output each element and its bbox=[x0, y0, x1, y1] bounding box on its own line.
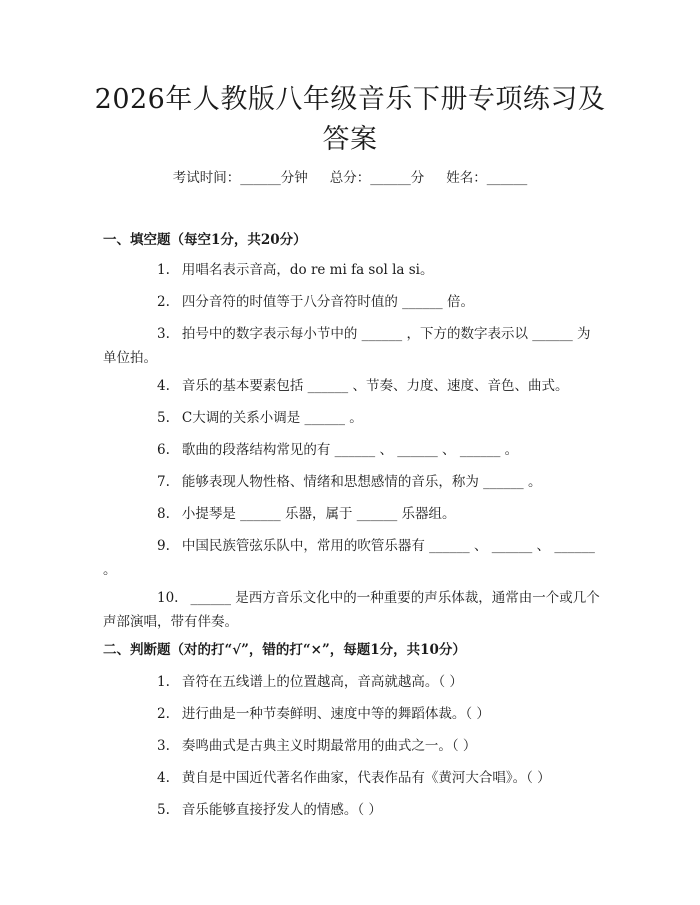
question-text: 音乐能够直接抒发人的情感。（ ） bbox=[181, 802, 382, 818]
question-item bbox=[103, 798, 600, 822]
question-item bbox=[103, 290, 600, 314]
question-number: 3. bbox=[157, 326, 170, 342]
question-text: 音符在五线谱上的位置越高，音高就越高。（ ） bbox=[181, 674, 463, 690]
question-number: 5. bbox=[157, 802, 170, 818]
question-text: 四分音符的时值等于八分音符时值的 ______ 倍。 bbox=[181, 294, 474, 310]
page-title: 2026年人教版八年级音乐下册专项练习及答案 bbox=[94, 84, 606, 155]
question-text: 歌曲的段落结构常见的有 ______ 、 ______ 、 ______ 。 bbox=[181, 442, 519, 458]
question-text: 奏鸣曲式是古典主义时期最常用的曲式之一。（ ） bbox=[181, 738, 477, 754]
section-heading-true-false: 二、判断题（对的打“√”，错的打“×”，每题1分，共10分） bbox=[103, 642, 466, 658]
question-number: 1. bbox=[157, 262, 170, 278]
question-number: 10. bbox=[157, 590, 179, 606]
question-item bbox=[103, 734, 600, 758]
question-text: 中国民族管弦乐队中，常用的吹管乐器有 ______ 、 ______ 、 ______ 。 bbox=[103, 538, 595, 578]
question-item bbox=[103, 502, 600, 526]
total-score: 总分：______分 bbox=[329, 170, 425, 186]
question-text: 拍号中的数字表示每小节中的 ______ ，下方的数字表示以 ______ 为单位拍。 bbox=[103, 326, 591, 366]
question-number: 3. bbox=[157, 738, 170, 754]
question-number: 4. bbox=[157, 378, 170, 394]
exam-info-line bbox=[0, 168, 700, 188]
question-number: 2. bbox=[157, 706, 170, 722]
question-item bbox=[103, 470, 600, 494]
question-text: 音乐的基本要素包括 ______ 、节奏、力度、速度、音色、曲式。 bbox=[181, 378, 569, 394]
question-item bbox=[103, 258, 600, 282]
question-number: 1. bbox=[157, 674, 170, 690]
question-item bbox=[103, 586, 600, 634]
question-number: 9. bbox=[157, 538, 170, 554]
question-item bbox=[103, 534, 600, 582]
question-item bbox=[103, 322, 600, 370]
question-text: 黄自是中国近代著名作曲家，代表作品有《黄河大合唱》。（ ） bbox=[181, 770, 551, 786]
question-item bbox=[103, 438, 600, 462]
question-number: 7. bbox=[157, 474, 170, 490]
question-item bbox=[103, 766, 600, 790]
question-text: 能够表现人物性格、情绪和思想感情的音乐，称为 ______ 。 bbox=[181, 474, 542, 490]
question-number: 6. bbox=[157, 442, 170, 458]
section-heading-fill-in: 一、填空题（每空1分，共20分） bbox=[103, 232, 307, 248]
question-number: 5. bbox=[157, 410, 170, 426]
question-text: 用唱名表示音高，do re mi fa sol la si。 bbox=[181, 262, 434, 278]
question-text: C大调的关系小调是 ______ 。 bbox=[181, 410, 363, 426]
question-number: 8. bbox=[157, 506, 170, 522]
question-text: ______ 是西方音乐文化中的一种重要的声乐体裁，通常由一个或几个声部演唱，带有伴奏。 bbox=[103, 590, 600, 630]
question-item bbox=[103, 702, 600, 726]
question-text: 小提琴是 ______ 乐器，属于 ______ 乐器组。 bbox=[181, 506, 456, 522]
exam-time: 考试时间：______分钟 bbox=[172, 170, 308, 186]
question-number: 4. bbox=[157, 770, 170, 786]
question-item bbox=[103, 406, 600, 430]
student-name: 姓名：______ bbox=[446, 170, 528, 186]
question-item bbox=[103, 374, 600, 398]
question-item bbox=[103, 670, 600, 694]
question-text: 进行曲是一种节奏鲜明、速度中等的舞蹈体裁。（ ） bbox=[181, 706, 490, 722]
question-number: 2. bbox=[157, 294, 170, 310]
